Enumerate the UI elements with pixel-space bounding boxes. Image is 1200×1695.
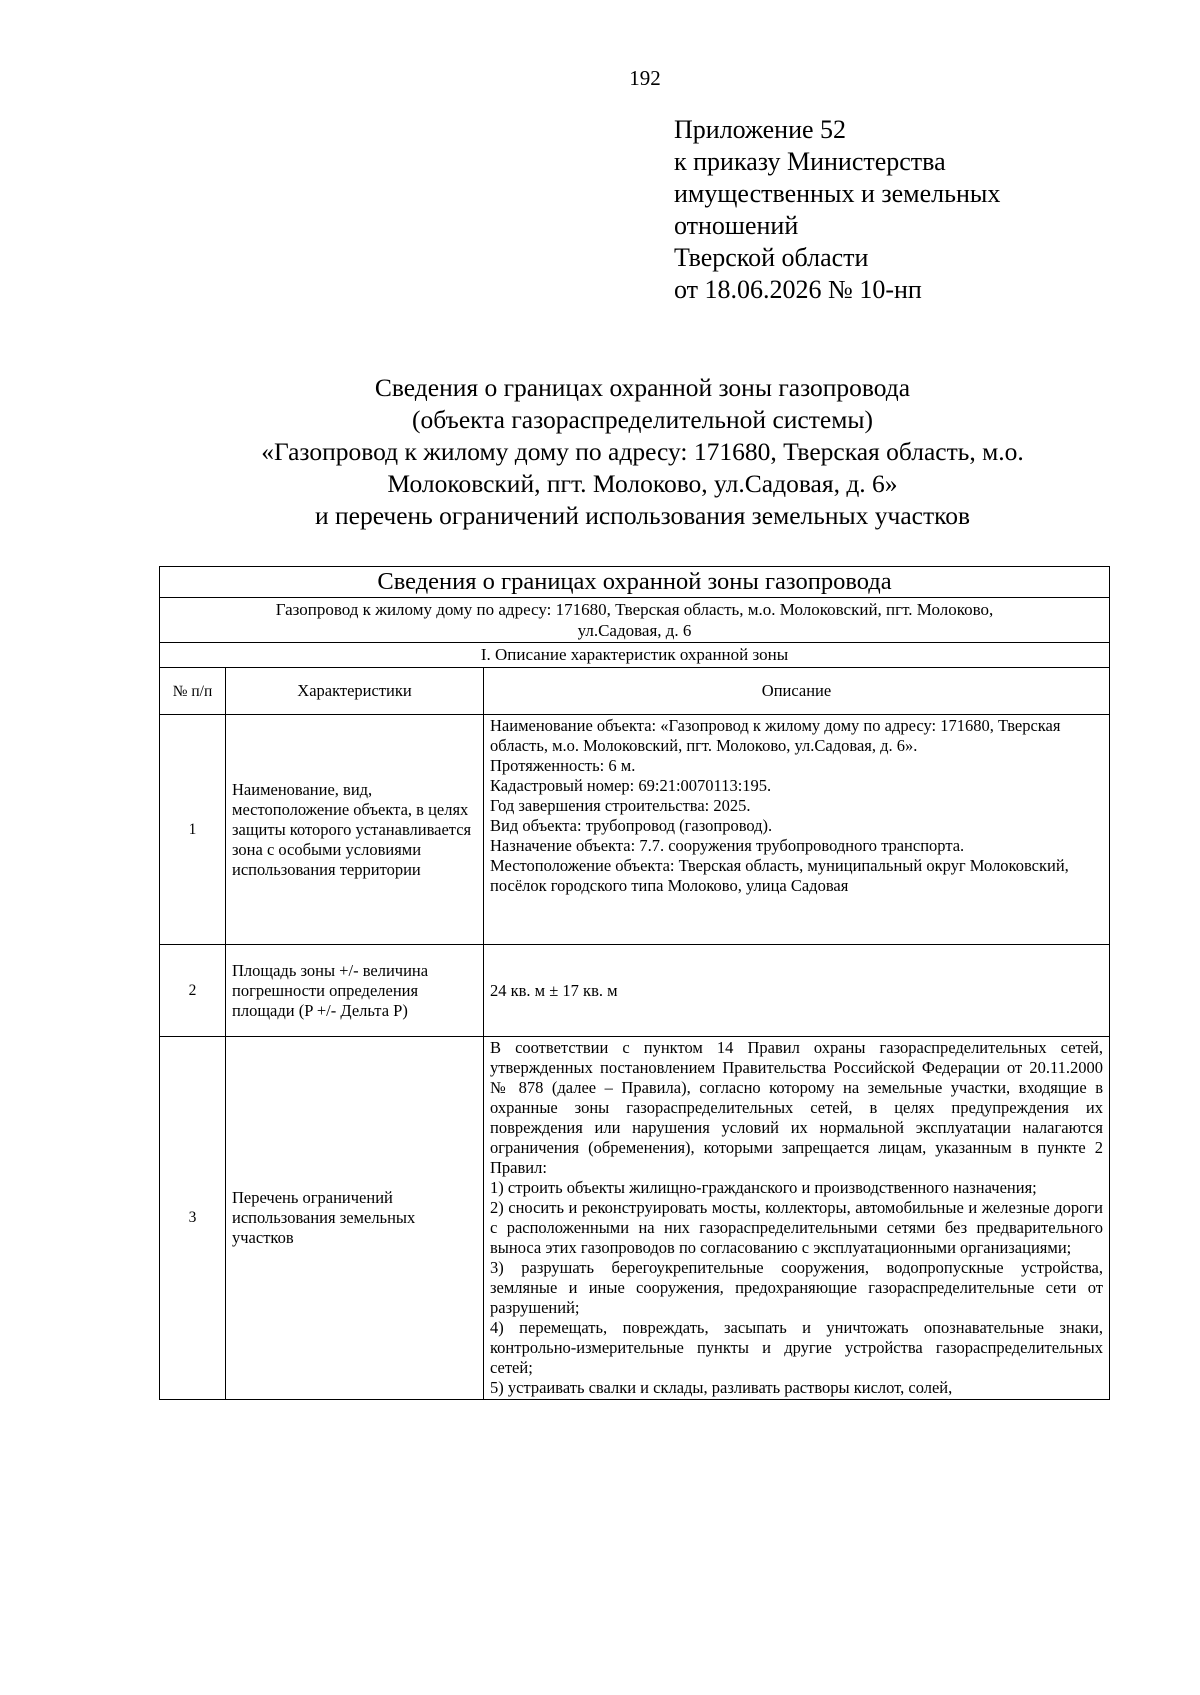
description-paragraph: 5) устраивать свалки и склады, разливать растворы кислот, солей,	[490, 1378, 953, 1397]
table-title-row	[160, 567, 1110, 598]
description-paragraph: Протяженность: 6 м.	[490, 756, 636, 775]
row-description	[484, 945, 1110, 1037]
row-description	[484, 1037, 1110, 1400]
title-line: Молоковский, пгт. Молоково, ул.Садовая, д. 6»	[387, 469, 898, 498]
description-paragraph: 2) сносить и реконструировать мосты, коллекторы, автомобильные и железные дороги с расположенными на них газораспределительными сетями без предварительного выноса этих газопроводов по согласованию с эксплуатационными организациями;	[490, 1198, 1104, 1257]
appendix-line: Тверской области	[674, 243, 869, 272]
description-paragraph: 1) строить объекты жилищно-гражданского и производственного назначения;	[490, 1178, 1037, 1197]
description-paragraph: 24 кв. м ± 17 кв. м	[490, 980, 618, 1000]
appendix-line: имущественных и земельных	[674, 179, 1001, 208]
table-header-row	[160, 668, 1110, 715]
description-paragraph: Местоположение объекта: Тверская область, муниципальный округ Молоковский, посёлок городского типа Молоково, улица Садовая	[490, 856, 1069, 895]
column-header-description: Описание	[484, 668, 1110, 715]
table-object-name	[160, 598, 1110, 643]
column-header-number: № п/п	[160, 668, 226, 715]
row-characteristic: Площадь зоны +/- величина погрешности определения площади (P +/- Дельта P)	[226, 945, 484, 1037]
title-line: (объекта газораспределительной системы)	[412, 405, 873, 434]
table-row	[160, 715, 1110, 945]
description-paragraph: 4) перемещать, повреждать, засыпать и уничтожать опознавательные знаки, контрольно-измерительные пункты и другие устройства газораспределительных сетей;	[490, 1318, 1104, 1377]
table-section-row	[160, 643, 1110, 668]
zone-table	[159, 566, 1110, 1400]
description-paragraph: Наименование объекта: «Газопровод к жилому дому по адресу: 171680, Тверская область, м.о. Молоковский, пгт. Молоково, ул.Садовая, д. 6».	[490, 716, 1061, 755]
object-line: Газопровод к жилому дому по адресу: 171680, Тверская область, м.о. Молоковский, пгт. Молоково,	[275, 600, 994, 619]
appendix-line: к приказу Министерства	[674, 147, 946, 176]
row-number: 1	[160, 715, 226, 945]
title-line: Сведения о границах охранной зоны газопровода	[374, 373, 911, 402]
title-line: и перечень ограничений использования земельных участков	[314, 501, 971, 530]
row-number: 3	[160, 1037, 226, 1400]
description-paragraph: Год завершения строительства: 2025.	[490, 796, 751, 815]
appendix-line: Приложение 52	[674, 115, 847, 144]
table-title: Сведения о границах охранной зоны газопровода	[160, 567, 1110, 598]
row-description	[484, 715, 1110, 945]
description-paragraph: 3) разрушать берегоукрепительные сооружения, водопропускные устройства, земляные и иные сооружения, предохраняющие газораспределительные сети от разрушений;	[490, 1258, 1104, 1317]
table-row	[160, 945, 1110, 1037]
description-paragraph: Вид объекта: трубопровод (газопровод).	[490, 816, 773, 835]
appendix-line: от 18.06.2026 № 10-нп	[674, 275, 922, 304]
table-object-row	[160, 598, 1110, 643]
description-paragraph: В соответствии с пунктом 14 Правил охраны газораспределительных сетей, утвержденных постановлением Правительства Российской Федерации от 20.11.2000 № 878 (далее – Правила), согласно которому на земельные участки, входящие в охранные зоны газораспределительных сетей, в целях предупреждения их повреждения или нарушения условий их нормальной эксплуатации налагаются ограничения (обременения), которыми запрещается лицам, указанным в пункте 2 Правил:	[490, 1038, 1104, 1177]
table-row	[160, 1037, 1110, 1400]
appendix-block	[674, 114, 1000, 306]
row-characteristic: Перечень ограничений использования земельных участков	[226, 1037, 484, 1400]
page-number: 192	[629, 66, 661, 90]
column-header-characteristics: Характеристики	[226, 668, 484, 715]
row-number: 2	[160, 945, 226, 1037]
document-title	[160, 372, 1125, 532]
appendix-line: отношений	[674, 211, 799, 240]
description-paragraph: Назначение объекта: 7.7. сооружения трубопроводного транспорта.	[490, 836, 965, 855]
description-paragraph: Кадастровый номер: 69:21:0070113:195.	[490, 776, 772, 795]
object-line: ул.Садовая, д. 6	[577, 621, 692, 640]
table-section-title: I. Описание характеристик охранной зоны	[160, 643, 1110, 668]
title-line: «Газопровод к жилому дому по адресу: 171680, Тверская область, м.о.	[261, 437, 1024, 466]
row-characteristic: Наименование, вид, местоположение объекта, в целях защиты которого устанавливается зона с особыми условиями использования территории	[226, 715, 484, 945]
